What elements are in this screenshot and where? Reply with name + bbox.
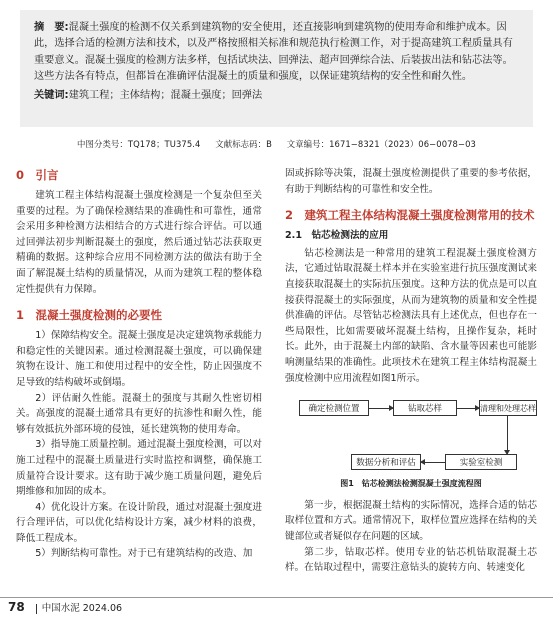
- article-meta: [0, 138, 553, 150]
- clc-number: 中图分类号：TQ178；TU375.4: [77, 139, 201, 149]
- abstract-paragraph: [34, 20, 521, 86]
- flow-arrow: [457, 408, 479, 409]
- footer-separator: [36, 604, 37, 614]
- figure-caption: 图1 钻芯检测法检测混凝土强度流程图: [340, 479, 482, 489]
- section-1-heading: 1 混凝土强度检测的必要性: [16, 308, 163, 323]
- necessity-item-1: 1）保障结构安全。混凝土强度是决定建筑物承载能力和稳定性的关键因素。通过检测混凝土强度，可以确保建筑物在设计、施工和使用过程中的安全性，防止因强度不足导致的结构破坏或倒塌。: [16, 330, 262, 388]
- necessity-item-2: 2）评估耐久性能。混凝土的强度与其耐久性密切相关。高强度的混凝土通常具有更好的抗渗性和耐久性，能够有效抵抗外部环境的侵蚀，延长建筑物的使用寿命。: [16, 392, 262, 435]
- flow-box-lab-test: 实验室检测: [445, 454, 517, 470]
- flow-arrow: [369, 408, 393, 409]
- footer-divider: [0, 597, 553, 598]
- intro-paragraph: 建筑工程主体结构混凝土强度检测是一个复杂但至关重要的过程。为了确保检测结果的准确性和可靠性，通常会采用多种检测方法相结合的方式进行综合评估。可以通过回弹法初步判断混凝土的强度，然后通过钻芯法获取更精确的数据。这种综合应用不同检测方法的做法有助于全面了解混凝土结构的质量情况，从而为建筑工程的整体稳定性提供有力保障。: [16, 190, 262, 295]
- step-1-paragraph: 第一步，根据混凝土结构的实际情况，选择合适的钻芯取样位置和方式。通常情况下，取样位置应选择在结构的关键部位或者疑似存在问题的区域。: [285, 499, 537, 542]
- core-drilling-paragraph: 钻芯检测法是一种常用的建筑工程混凝土强度检测方法，它通过钻取混凝土样本并在实验室进行抗压强度测试来直接获取混凝土的实际抗压强度。这种方法的优点是可以直接获得混凝土的实际强度，从而为建筑物的质量和安全性提供准确的评估。尽管钻芯检测法具有上述优点，但也存在一些局限性，比如需要破坏混凝土结构，且操作复杂，耗时长。此外，由于混凝土内部的缺陷、含水量等因素也可能影响测量结果的准确性。此项技术在建筑工程主体结构混凝土强度检测中应用流程如图1所示。: [285, 247, 537, 384]
- step-2-paragraph: 第二步，钻取芯样。使用专业的钻芯机钻取混凝土芯样。在钻取过程中，需要注意钻头的旋转方向、转速变化: [285, 546, 537, 574]
- subsection-2-1-heading: 2.1 钻芯检测法的应用: [285, 230, 389, 242]
- keywords-label: 关键词:: [34, 89, 69, 101]
- necessity-item-4: 4）优化设计方案。在设计阶段，通过对混凝土强度进行合理评估，可以优化结构设计方案，减少材料的浪费，降低工程成本。: [16, 501, 262, 544]
- section-0-heading: 0 引言: [16, 168, 59, 182]
- flowchart: [285, 390, 537, 502]
- flow-box-determine-location: 确定检测位置: [299, 400, 369, 416]
- page-number: 78: [8, 600, 25, 614]
- left-column: [16, 166, 262, 562]
- keywords-text: 建筑工程；主体结构；混凝土强度；回弹法: [68, 89, 263, 101]
- abstract-box: [20, 10, 533, 127]
- journal-issue: 2024.06: [82, 603, 123, 614]
- article-number: 文章编号：1671−8321（2023）06−0078−03: [286, 139, 476, 149]
- continued-paragraph: 固或拆除等决策，混凝土强度检测提供了重要的参考依据，有助于判断结构的可靠性和安全性。: [285, 168, 537, 195]
- journal-name: 中国水泥: [41, 603, 80, 614]
- flow-arrow: [421, 462, 445, 463]
- flow-box-clean-core: 清理和处理芯样: [479, 400, 537, 416]
- abstract-text: 混凝土强度的检测不仅关系到建筑物的安全使用，还直接影响到建筑物的使用寿命和维护成本。因此，选择合适的检测方法和技术，以及严格按照相关标准和规范执行检测工作，对于提高建筑工程质量具有重要意义。混凝土强度的检测方法多样，包括试块法、回弹法、超声回弹综合法、后装拔出法和钻芯法等。这些方法各有特点，但都旨在准确评估混凝土的质量和强度，以保证建筑结构的安全性和耐久性。: [34, 22, 513, 83]
- necessity-item-5: 5）判断结构可靠性。对于已有建筑结构的改造、加: [35, 548, 253, 560]
- flow-box-drill-core: 钻取芯样: [393, 400, 457, 416]
- section-2-heading: 2 建筑工程主体结构混凝土强度检测常用的技术: [285, 208, 535, 223]
- page-footer: [8, 600, 122, 614]
- flow-box-data-analysis: 数据分析和评估: [351, 454, 421, 470]
- keywords-line: [34, 88, 521, 104]
- right-column: [285, 166, 537, 576]
- necessity-item-3: 3）指导施工质量控制。通过混凝土强度检测，可以对施工过程中的混凝土质量进行实时监控和调整，确保施工质量符合设计要求。这有助于减少施工质量问题，避免后期维修和加固的成本。: [16, 439, 262, 498]
- document-code: 文献标志码：B: [215, 139, 272, 149]
- abstract-label: 摘 要:: [34, 22, 69, 33]
- flow-arrow: [507, 416, 508, 454]
